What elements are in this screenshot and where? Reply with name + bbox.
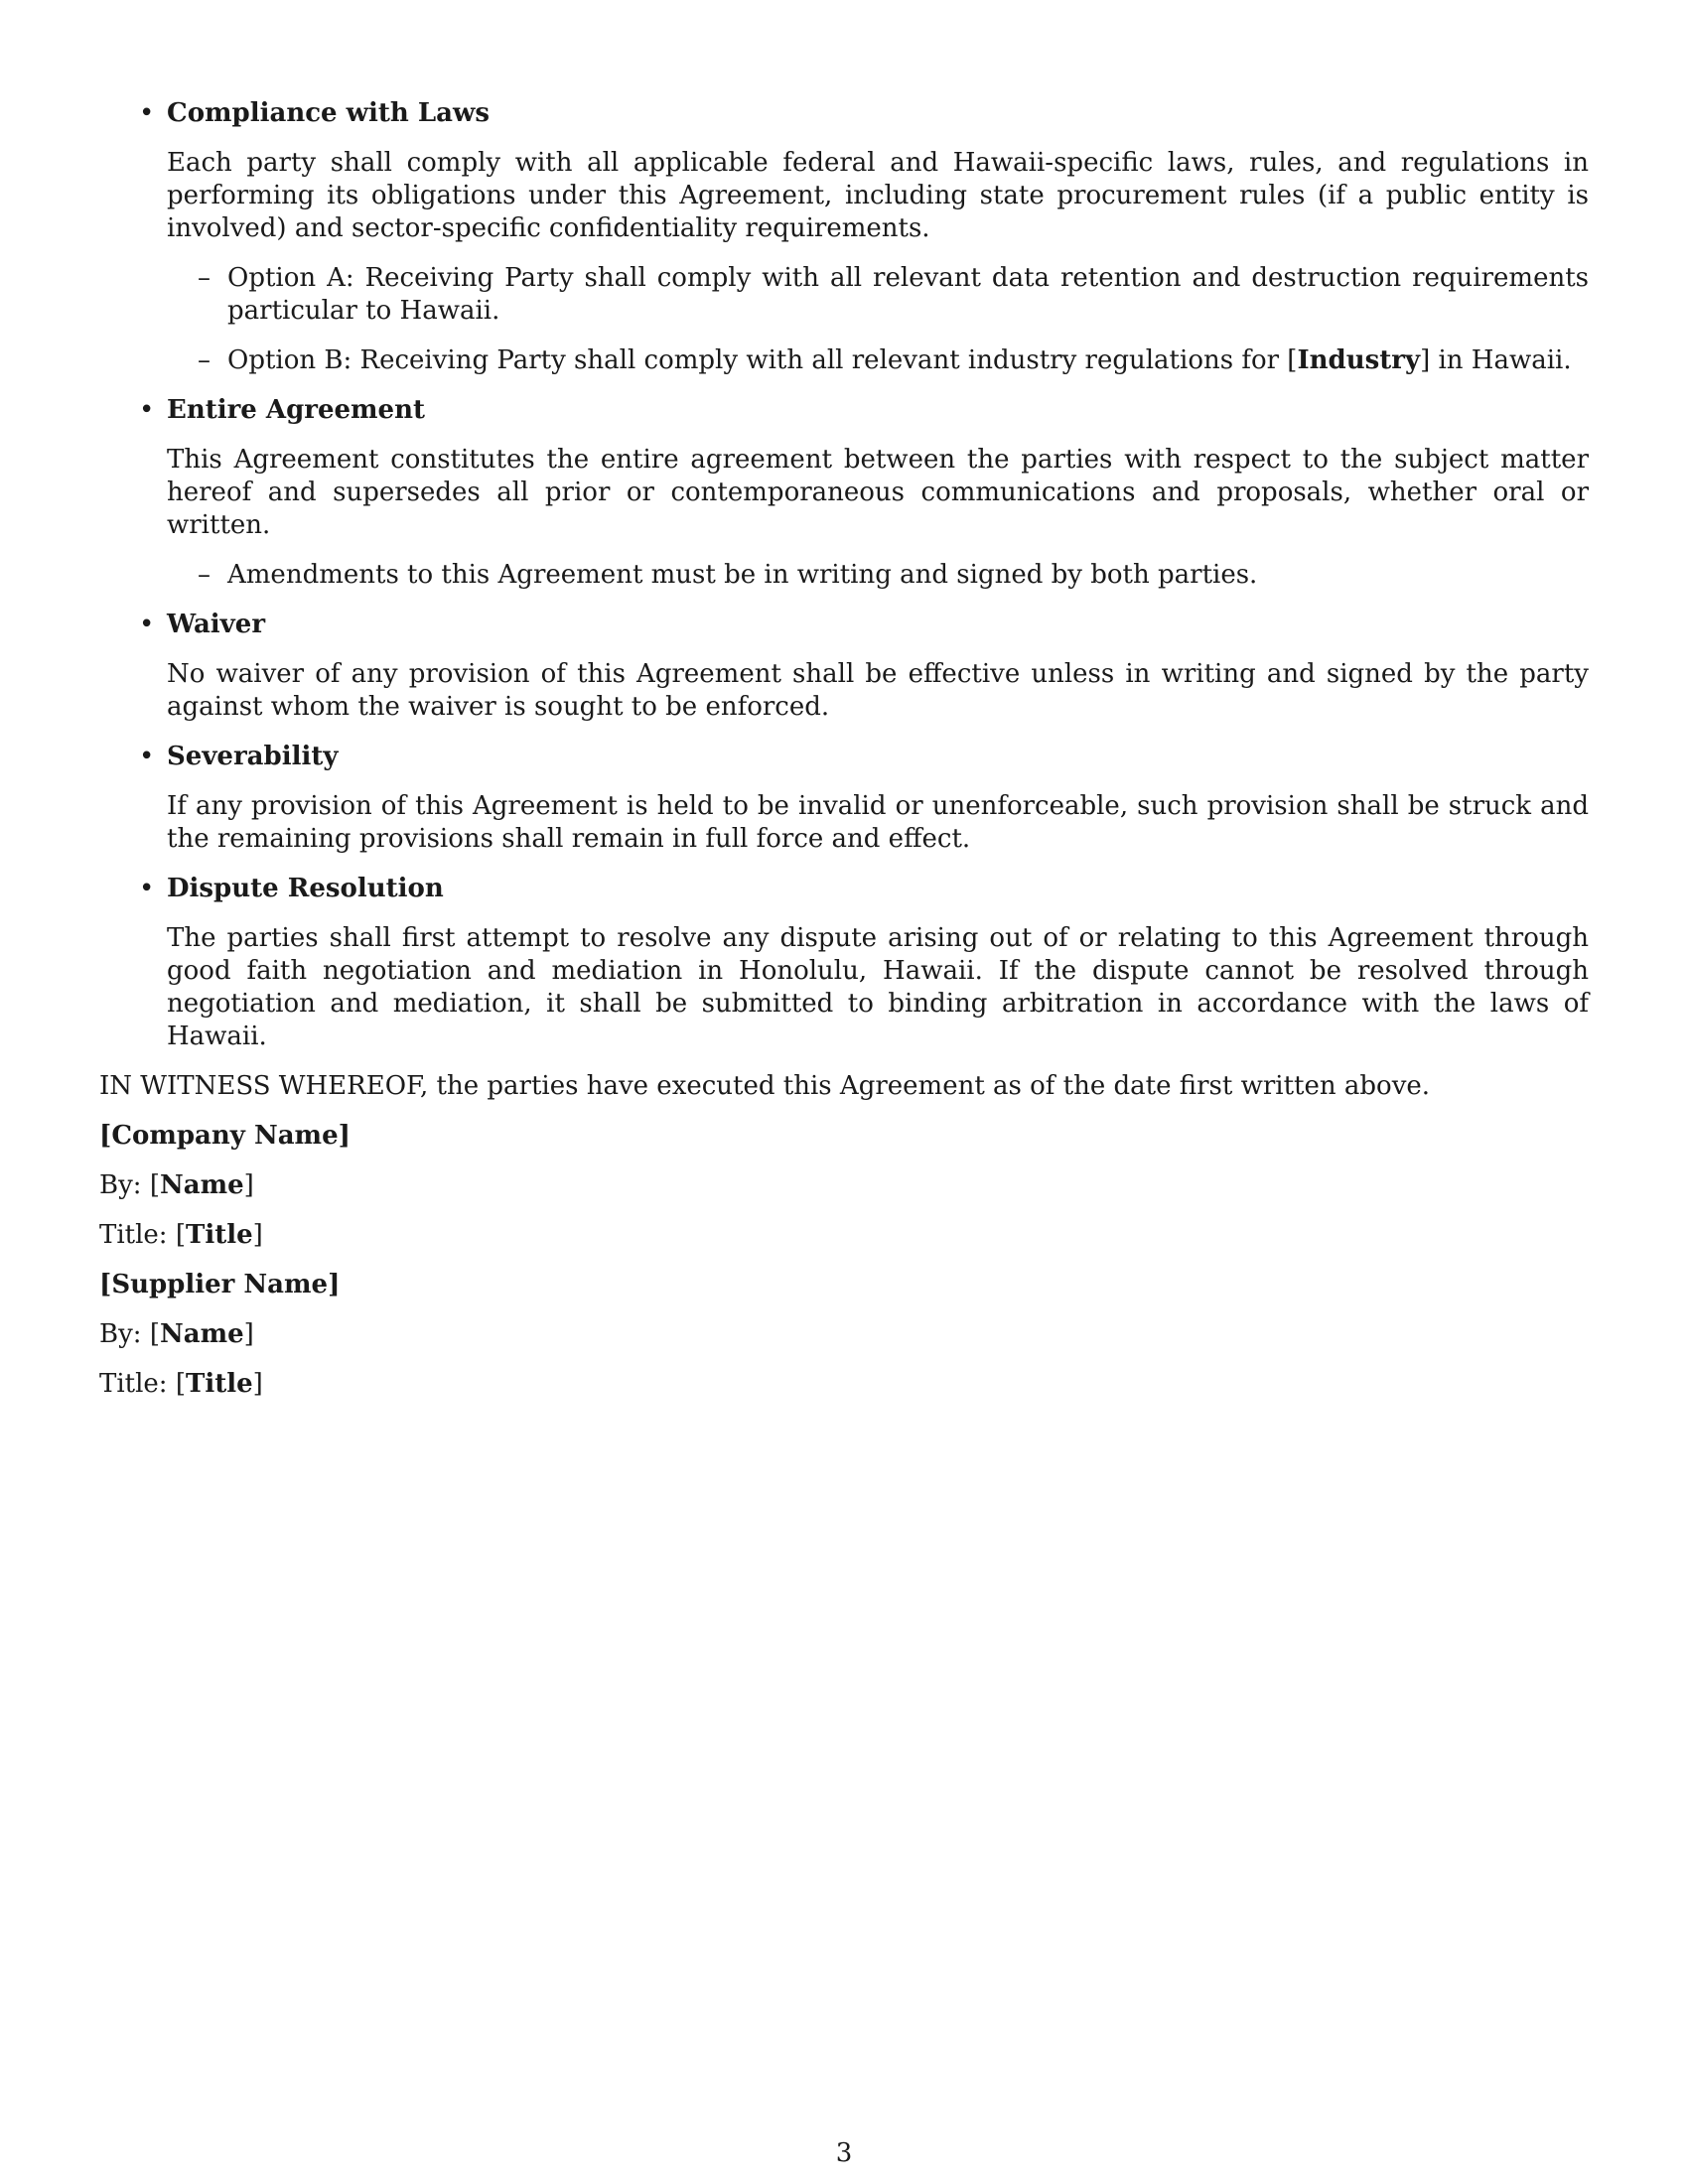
sub-item-option-a [167,262,1589,328]
page-number: 3 [835,2138,853,2168]
signature-block-supplier [99,1269,1589,1401]
bullet-icon: • [139,395,155,425]
clause-dispute-resolution [99,873,1589,1053]
bullet-icon: • [139,610,155,639]
bullet-icon: • [139,742,155,771]
signer-title-placeholder: Title [186,1369,253,1399]
sub-item-text: Option A: Receiving Party shall comply with all relevant data retention and destruction requirements particular to Hawaii. [227,263,1589,326]
clause-waiver [99,609,1589,724]
sub-item-amendments [167,559,1589,592]
sub-item-text-before: Option B: Receiving Party shall comply with all relevant industry regulations for [227,345,1288,375]
clause-entire-agreement [99,394,1589,592]
clause-heading: Entire Agreement [167,395,425,425]
witness-statement: IN WITNESS WHEREOF, the parties have executed this Agreement as of the date first written above. [99,1071,1431,1101]
sub-item-text-after: in Hawaii. [1430,345,1572,375]
document-page [99,97,1589,1418]
dash-icon: – [198,560,211,590]
clause-heading: Severability [167,742,339,771]
dash-icon: – [198,263,211,293]
by-label: By: [99,1170,142,1200]
party-name-placeholder: Supplier Name [111,1270,329,1299]
party-name: [Supplier Name] [99,1270,341,1299]
signer-name-placeholder: Name [159,1319,244,1349]
signer-title-line: Title: [Title] [99,1220,263,1250]
party-name-placeholder: Company Name [111,1121,339,1151]
clause-heading: Dispute Resolution [167,874,444,903]
signer-title-line: Title: [Title] [99,1369,263,1399]
party-name: [Company Name] [99,1121,351,1151]
bullet-icon: • [139,98,155,128]
by-label: By: [99,1319,142,1349]
signer-title-placeholder: Title [186,1220,253,1250]
sub-item-option-b: – Option B: Receiving Party shall comply with all relevant industry regulations for [Industry] in Hawaii. [198,345,1572,375]
sub-item-text: Amendments to this Agreement must be in writing and signed by both parties. [227,560,1258,590]
signer-name-line: By: [Name] [99,1170,254,1200]
clause-body: The parties shall first attempt to resolve any dispute arising out of or relating to this Agreement through good faith negotiation and mediation in Honolulu, Hawaii. If the dispute cannot be resolved through negotiation and mediation, it shall be submitted to binding arbitration in accordance with the laws of Hawaii. [167,923,1589,1051]
dash-icon: – [198,345,211,375]
clause-body: No waiver of any provision of this Agreement shall be effective unless in writing and signed by the party against whom the waiver is sought to be enforced. [167,659,1589,722]
clause-heading: Compliance with Laws [167,98,491,128]
industry-placeholder: Industry [1297,345,1421,375]
title-label: Title: [99,1220,168,1250]
clause-compliance-with-laws [99,97,1589,377]
title-label: Title: [99,1369,168,1399]
clause-heading: Waiver [167,610,266,639]
clause-severability [99,741,1589,856]
bullet-icon: • [139,874,155,903]
clause-body: If any provision of this Agreement is held to be invalid or unenforceable, such provision shall be struck and the remaining provisions shall remain in full force and effect. [167,791,1589,854]
clause-body: Each party shall comply with all applicable federal and Hawaii-specific laws, rules, and regulations in performing its obligations under this Agreement, including state procurement rules (if a public entity is involved) and sector-specific confidentiality requirements. [167,148,1589,243]
signer-name-placeholder: Name [159,1170,244,1200]
signer-name-line: By: [Name] [99,1319,254,1349]
clause-body: This Agreement constitutes the entire agreement between the parties with respect to the subject matter hereof and supersedes all prior or contemporaneous communications and proposals, whether oral or written. [167,445,1589,540]
signature-block-company [99,1120,1589,1252]
